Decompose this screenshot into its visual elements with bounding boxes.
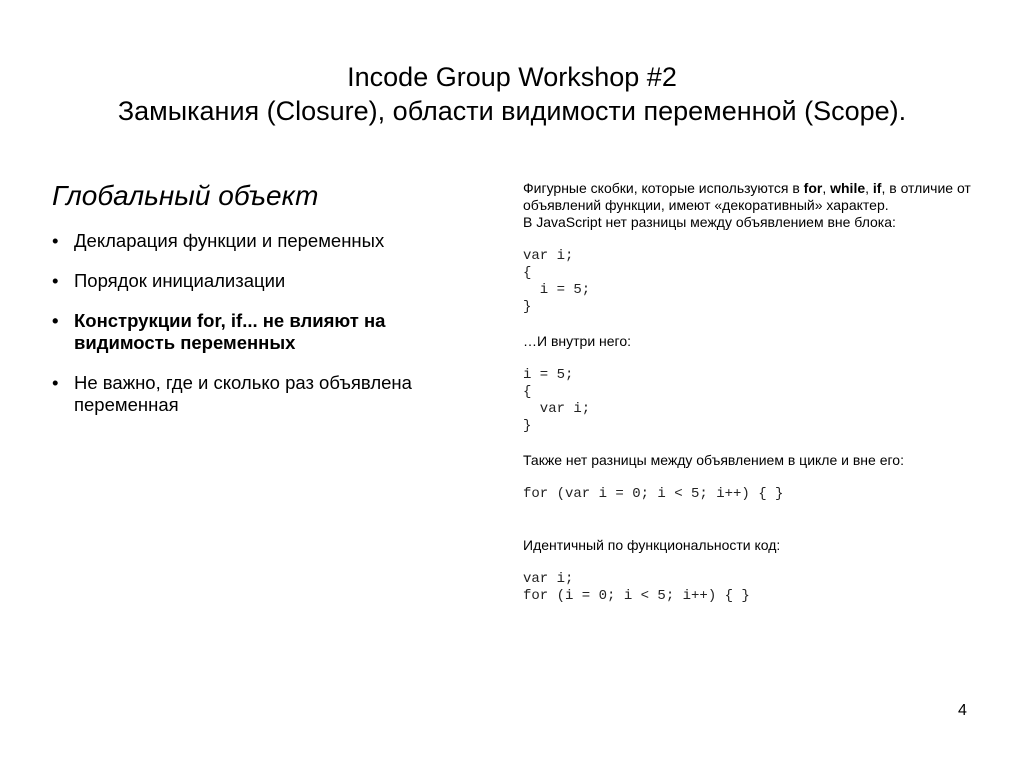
loop-text: Также нет разницы между объявлением в цикле и вне его: xyxy=(523,452,904,468)
inside-text: …И внутри него: xyxy=(523,333,632,349)
code-block-3 xyxy=(523,486,973,503)
slide-title-line1: Incode Group Workshop #2 xyxy=(347,62,677,92)
slide-title xyxy=(0,60,1024,128)
code-line: i = 5; xyxy=(523,367,574,383)
code-line: } xyxy=(523,299,532,315)
bullet-item: • Порядок инициализации xyxy=(52,270,286,291)
right-column xyxy=(523,180,973,605)
block-text: В JavaScript нет разницы между объявлением вне блока: xyxy=(523,214,896,230)
code-line: var i; xyxy=(523,571,574,587)
code-line: for (var i = 0; i < 5; i++) { } xyxy=(523,486,784,502)
bullet-item: • Декларация функции и переменных xyxy=(52,230,385,251)
bullet-dot-icon: • xyxy=(52,230,59,251)
code-block-1 xyxy=(523,248,973,316)
code-line: for (i = 0; i < 5; i++) { } xyxy=(523,588,750,604)
code-line: var i; xyxy=(523,401,591,417)
left-column xyxy=(52,178,472,434)
slide-title-line2: Замыкания (Closure), области видимости переменной (Scope). xyxy=(117,96,907,126)
code-block-4 xyxy=(523,571,973,605)
section-heading: Глобальный объект xyxy=(52,180,319,211)
keyword-if: if xyxy=(872,180,882,196)
code-line: } xyxy=(523,418,532,434)
bullet-dot-icon: • xyxy=(52,372,59,393)
code-line: { xyxy=(523,384,532,400)
code-line: var i; xyxy=(523,248,574,264)
code-block-2 xyxy=(523,367,973,435)
identical-text: Идентичный по функциональности код: xyxy=(523,537,781,553)
intro-paragraph: Фигурные скобки, которые используются в for, while, if, в отличие от объявлений функции, имеют «декоративный» характер. xyxy=(523,180,971,213)
bullet-dot-icon: • xyxy=(52,310,59,331)
keyword-for: for xyxy=(803,180,823,196)
bullet-item: • Конструкции for, if... не влияют на видимость переменных xyxy=(52,310,386,353)
bullet-dot-icon: • xyxy=(52,270,59,291)
page-number: 4 xyxy=(958,702,967,719)
bullet-item: • Не важно, где и сколько раз объявлена переменная xyxy=(52,372,412,415)
code-line: { xyxy=(523,265,532,281)
bullet-list xyxy=(52,230,472,416)
code-line: i = 5; xyxy=(523,282,591,298)
keyword-while: while xyxy=(830,180,866,196)
